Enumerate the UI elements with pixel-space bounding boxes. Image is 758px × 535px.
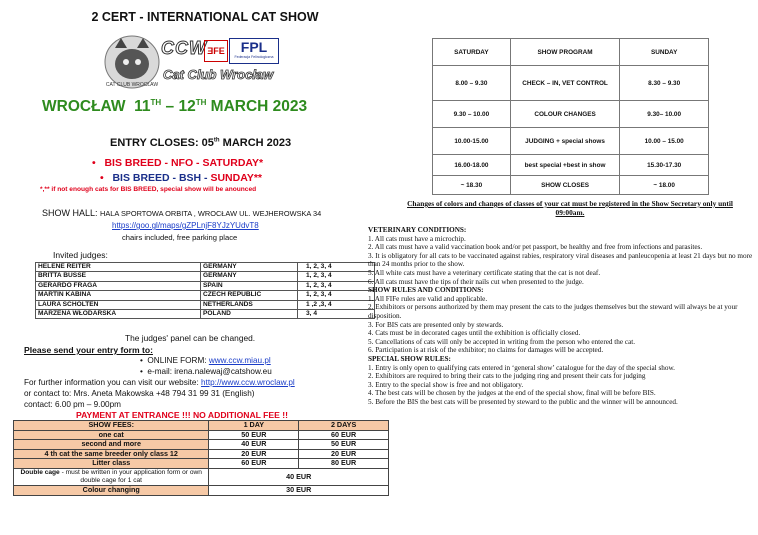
- special-title: SPECIAL SHOW RULES:: [368, 354, 451, 363]
- colour-changing-row: Colour changing 30 EUR: [14, 485, 389, 495]
- double-cage-row: Double cage - must be written in your application form or own double cage for 1 cat 40 EUR: [14, 468, 389, 485]
- page-title: 2 CERT - INTERNATIONAL CAT SHOW: [91, 10, 319, 24]
- schedule-header-row: SATURDAY SHOW PROGRAM SUNDAY: [433, 39, 709, 66]
- special-item: 5. Before the BIS the best cats will be presented by steward to the public and the winner will be announced.: [368, 397, 678, 406]
- judge-row: LAURA SCHOLTEN NETHERLANDS 1 ,2 ,3, 4: [36, 300, 375, 309]
- online-form: • ONLINE FORM: www.ccw.miau.pl: [140, 356, 271, 365]
- fee-row: second and more 40 EUR 50 EUR: [14, 440, 389, 450]
- svg-text:CAT CLUB WROCŁAW: CAT CLUB WROCŁAW: [105, 82, 159, 88]
- cat-head-logo-icon: [103, 34, 161, 90]
- judge-row: BRITTA BUSSE GERMANY 1, 2, 3, 4: [36, 272, 375, 281]
- efe-logo-icon: ƎFE: [204, 40, 228, 62]
- judge-row: MARZENA WŁODARSKA POLAND 3, 4: [36, 310, 375, 319]
- vet-item: 5. All white cats must have a veterinary certificate stating that the cat is not deaf.: [368, 268, 601, 277]
- schedule-row: 8.00 – 9.30 CHECK – IN, VET CONTROL 8.30 – 9.30: [433, 66, 709, 101]
- vet-item: 6. All cats must have the tips of their nails cut when presented to the judge.: [368, 277, 584, 286]
- hall-note: chairs included, free parking place: [122, 233, 238, 242]
- rules-item: 6. Participation is at risk of the exhibitor; no claims for damages will be accepted.: [368, 346, 604, 355]
- club-name-logo-text: Cat Club Wrocław: [163, 67, 274, 82]
- schedule-row: ~ 18.30 SHOW CLOSES ~ 18.00: [433, 176, 709, 195]
- judges-table: [35, 262, 375, 319]
- fees-header-row: SHOW FEES: 1 DAY 2 DAYS: [14, 421, 389, 431]
- judges-title: Invited judges:: [53, 250, 108, 260]
- rules-item: 3. For BIS cats are presented only by stewards.: [368, 320, 504, 329]
- vet-item: 2. All cats must have a valid vaccination book and/or pet passport, be healthy and free from infections and parasites.: [368, 243, 703, 252]
- rules-title: SHOW RULES AND CONDITIONS:: [368, 286, 484, 295]
- fee-row: one cat 50 EUR 60 EUR: [14, 430, 389, 440]
- vet-item: 1. All cats must have a microchip.: [368, 234, 466, 243]
- rules-item: 2. Exhibitors or persons authorized by them may present the cats to the judges themselves but the steward will always be at your disposition.: [368, 303, 738, 320]
- payment-note: PAYMENT AT ENTRANCE !!! NO ADDITIONAL FEE !!: [76, 410, 288, 420]
- fee-row: 4 th cat the same breeder only class 12 20 EUR 20 EUR: [14, 449, 389, 459]
- info-line: For further information you can visit our website: http://www.ccw.wroclaw.pl: [24, 378, 295, 387]
- judge-row: GERARDO FRAGA SPAIN 1, 2, 3, 4: [36, 281, 375, 290]
- entry-closes: ENTRY CLOSES: 05th MARCH 2023: [110, 137, 292, 149]
- bis-note: *,** if not enough cats for BIS BREED, special show will be anounced: [40, 186, 257, 193]
- judge-row: MARTIN KABINA CZECH REPUBLIC 1, 2, 3, 4: [36, 291, 375, 300]
- panel-note: The judges' panel can be changed.: [125, 333, 256, 343]
- vet-title: VETERINARY CONDITIONS:: [368, 226, 467, 234]
- special-item: 3. Entry to the special show is free and not obligatory.: [368, 380, 524, 389]
- special-item: 2. Exhibitors are required to bring their cats to the judging ring and present their cats for judging: [368, 372, 646, 381]
- rules-items: [368, 295, 754, 355]
- schedule-row: 9.30 – 10.00 COLOUR CHANGES 9.30– 10.00: [433, 101, 709, 128]
- contact-line: or contact to: Mrs. Aneta Makowska +48 794 31 99 31 (English): [24, 389, 255, 398]
- vet-items: [368, 235, 754, 287]
- bis-breed-saturday: • BIS BREED - NFO - SATURDAY*: [92, 157, 264, 169]
- club-logo: [103, 34, 313, 90]
- special-item: 4. The best cats will be chosen by the judges at the end of the special show, final will be before BIS.: [368, 389, 656, 398]
- show-date: WROCŁAW 11TH – 12TH MARCH 2023: [42, 98, 308, 116]
- special-items: [368, 364, 754, 407]
- ccw-logo-text: CCW: [161, 38, 207, 58]
- schedule-table: [432, 38, 709, 195]
- bis-breed-sunday: • BIS BREED - BSH - SUNDAY**: [100, 172, 262, 184]
- special-item: 1. Entry is only open to qualifying cats entered in ‘general show’ catalogue for the day of the special show.: [368, 363, 675, 372]
- vet-item: 3. It is obligatory for all cats to be vaccinated against rabies, respiratory viral diseases and panleucopenia at least 21 days but no more than 24 months prior to the show.: [368, 251, 753, 269]
- changes-note: Changes of colors and changes of classes of your cat must be registered in the Show Secretary only until 09:00am.: [407, 199, 733, 217]
- send-title: Please send your entry form to:: [24, 345, 153, 355]
- schedule-row: 10.00-15.00 JUDGING + special shows 10.00 – 15.00: [433, 128, 709, 155]
- schedule-row: 16.00-18.00 best special +best in show 15.30-17.30: [433, 155, 709, 176]
- email-line: • e-mail: irena.nalewaj@catshow.eu: [140, 367, 272, 376]
- rules-item: 4. Cats must be in decorated cages until the exhibition is officially closed.: [368, 329, 581, 338]
- judge-row: HELENE REITER GERMANY 1, 2, 3, 4: [36, 263, 375, 272]
- rules-block: [368, 226, 754, 406]
- fpl-logo: FPL Federacja Felinologiczna: [229, 38, 279, 64]
- show-hall: SHOW HALL: HALA SPORTOWA ORBITA , WROCŁAW UL. WEJHEROWSKA 34: [42, 208, 322, 218]
- map-link[interactable]: https://goo.gl/maps/gZPLnjF8YJzYUdvT8: [112, 221, 259, 230]
- rules-item: 5. Cancellations of cats will only be accepted in writing from the person who entered the cat.: [368, 337, 636, 346]
- online-form-link[interactable]: www.ccw.miau.pl: [208, 356, 271, 365]
- website-link[interactable]: http://www.ccw.wroclaw.pl: [201, 378, 295, 387]
- fees-table: [13, 420, 389, 496]
- contact-hours: contact: 6.00 pm – 9.00pm: [24, 400, 121, 409]
- rules-item: 1. All FIFe rules are valid and applicable.: [368, 294, 488, 303]
- fee-row: Litter class 60 EUR 80 EUR: [14, 459, 389, 469]
